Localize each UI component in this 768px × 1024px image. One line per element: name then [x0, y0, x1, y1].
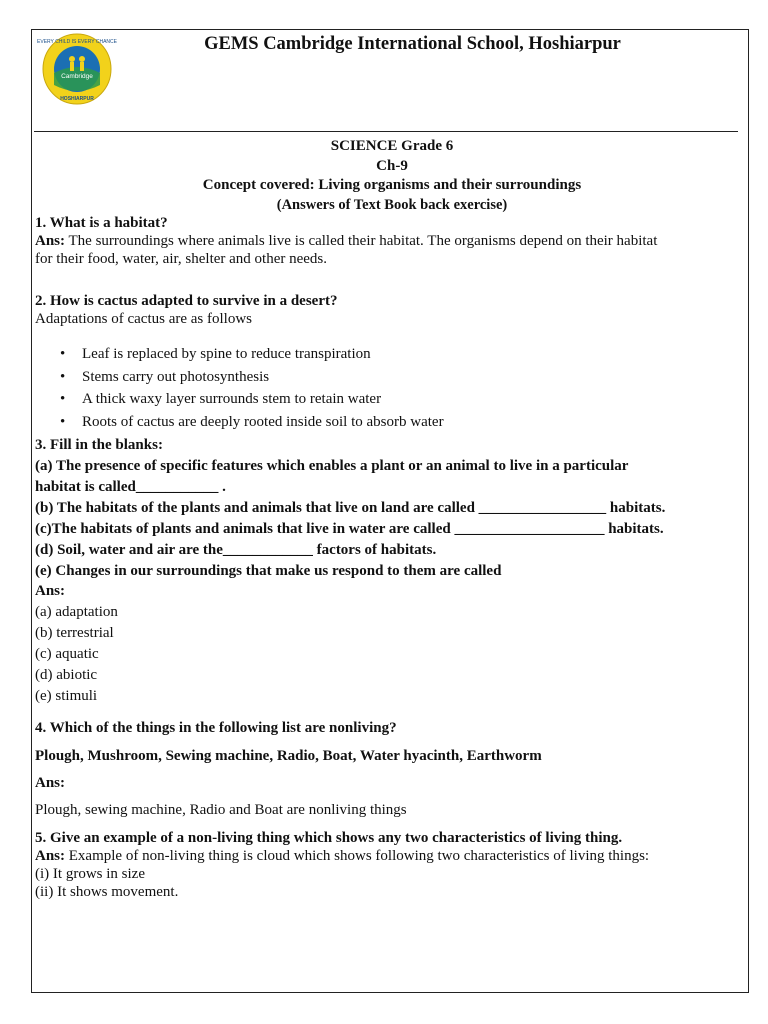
chapter-title: Ch-9 [376, 157, 408, 174]
q1-ans-label: Ans: [35, 233, 66, 249]
logo-top-text: EVERY CHILD IS EVERY CHANCE [37, 39, 117, 45]
list-item: • Roots of cactus are deeply rooted inside soil to absorb water [60, 413, 444, 436]
header-divider [34, 131, 738, 132]
document-titles [34, 137, 750, 214]
list-item: • Stems carry out photosynthesis [60, 368, 444, 391]
logo-center-text: Cambridge [61, 73, 93, 80]
q2-question: 2. How is cactus adapted to survive in a desert? [35, 293, 338, 309]
q2-intro: Adaptations of cactus are as follows [35, 311, 253, 327]
q3-answer-b: (b) terrestrial [35, 625, 114, 641]
q3-e: (e) Changes in our surroundings that make us respond to them are called [35, 563, 502, 579]
q5-answer-text: Example of non-living thing is cloud which shows following two characteristics of living things: [65, 848, 650, 864]
q3-d: (d) Soil, water and air are the____________ factors of habitats. [35, 542, 437, 558]
q3-answer-d: (d) abiotic [35, 667, 98, 683]
q3-a-line2: habitat is called___________ . [35, 479, 226, 495]
concept-title: Concept covered: Living organisms and their surroundings [202, 177, 582, 193]
answers-note: (Answers of Text Book back exercise) [276, 196, 508, 213]
q5-ans-label: Ans: [35, 848, 66, 864]
q4-answer: Plough, sewing machine, Radio and Boat are nonliving things [35, 802, 407, 818]
q5-point-1: (i) It grows in size [35, 866, 145, 882]
list-item: • Leaf is replaced by spine to reduce transpiration [60, 345, 444, 368]
q4-question: 4. Which of the things in the following list are nonliving? [35, 720, 397, 736]
q5-point-2: (ii) It shows movement. [35, 884, 179, 900]
q3-question: 3. Fill in the blanks: [35, 437, 163, 453]
school-name: GEMS Cambridge International School, Hoshiarpur [204, 34, 621, 54]
q1-answer-line1 [35, 232, 657, 250]
q5-answer [35, 847, 649, 865]
subject-title: SCIENCE Grade 6 [330, 138, 454, 154]
q3-answer-c: (c) aquatic [35, 646, 99, 662]
q2-bullet-list [60, 345, 444, 436]
q4-list: Plough, Mushroom, Sewing machine, Radio, Boat, Water hyacinth, Earthworm [35, 748, 542, 764]
q4-ans-label: Ans: [35, 775, 66, 791]
list-item: • A thick waxy layer surrounds stem to retain water [60, 390, 444, 413]
q3-answer-e: (e) stimuli [35, 688, 98, 704]
q5-question: 5. Give an example of a non-living thing which shows any two characteristics of living thing. [35, 830, 623, 846]
q1-question: 1. What is a habitat? [35, 215, 168, 231]
q1-answer-text: The surroundings where animals live is called their habitat. The organisms depend on their habitat [65, 233, 658, 249]
q3-ans-label: Ans: [35, 583, 66, 599]
q3-b: (b) The habitats of the plants and animals that live on land are called _________________ habitats. [35, 500, 666, 516]
logo-bottom-text: HOSHIARPUR [60, 96, 94, 102]
school-logo [37, 33, 117, 105]
q1-answer-line2: for their food, water, air, shelter and other needs. [35, 251, 328, 267]
q3-a-line1: (a) The presence of specific features which enables a plant or an animal to live in a particular [35, 458, 629, 474]
q3-c: (c)The habitats of plants and animals that live in water are called ____________________ habitats. [35, 521, 664, 537]
q3-answer-a: (a) adaptation [35, 604, 118, 620]
